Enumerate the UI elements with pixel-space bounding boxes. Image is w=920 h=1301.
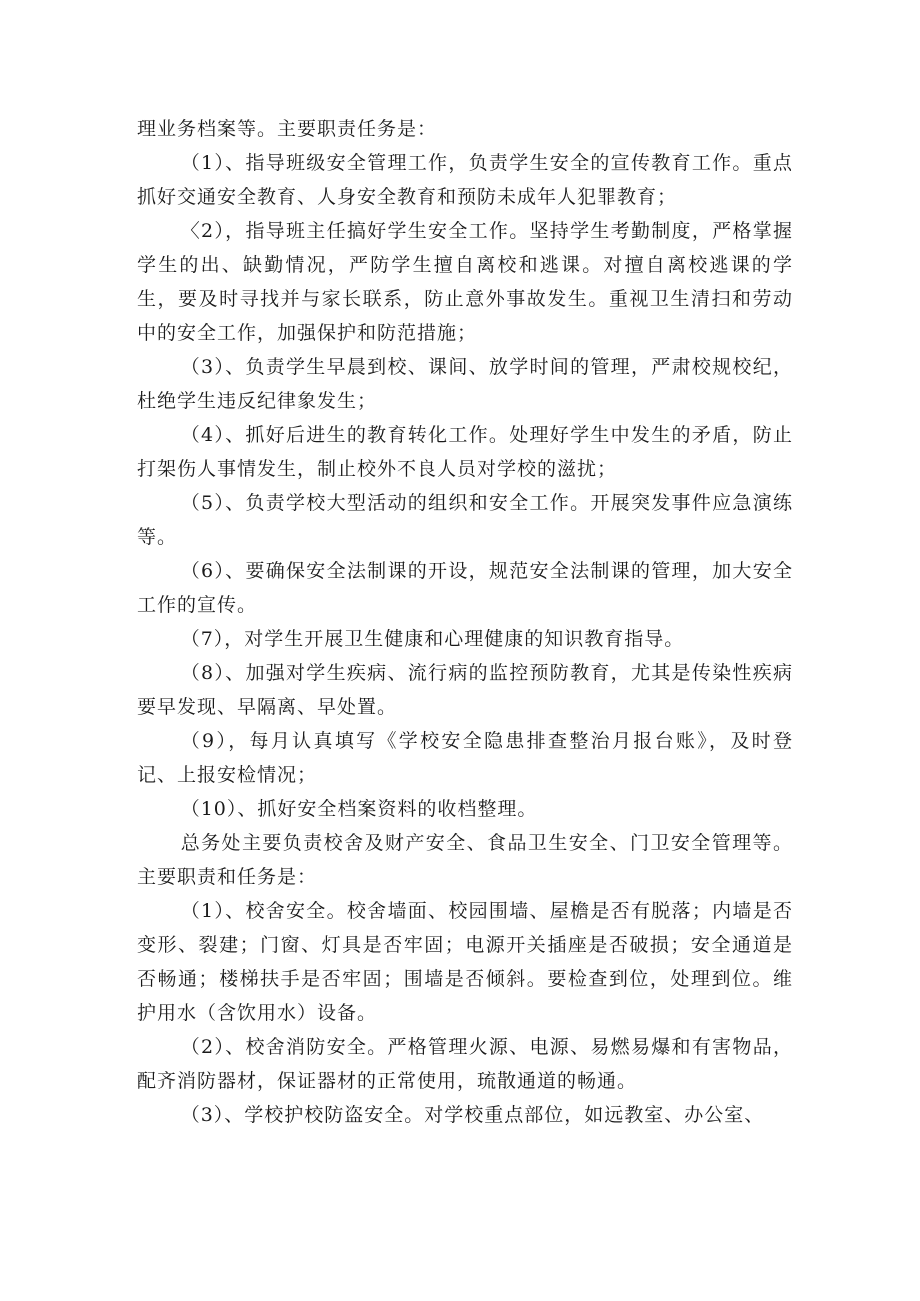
paragraph-duty-4: （4）、抓好后进生的教育转化工作。处理好学生中发生的矛盾，防止打架伤人事情发生，制止校外不良人员对学校的滋扰； xyxy=(137,424,793,480)
paragraph-duty-5: （5）、负责学校大型活动的组织和安全工作。开展突发事件应急演练等。 xyxy=(137,492,793,548)
paragraph-duty-9: （9），每月认真填写《学校安全隐患排查整治月报台账》，及时登记、上报安检情况； xyxy=(137,730,793,786)
paragraph-duty-8: （8）、加强对学生疾病、流行病的监控预防教育，尤其是传染性疾病要早发现、早隔离、早处置。 xyxy=(137,662,793,718)
paragraph-affairs-2: （2）、校舍消防安全。严格管理火源、电源、易燃易爆和有害物品，配齐消防器材，保证器材的正常使用，琉散通道的畅通。 xyxy=(137,1036,793,1092)
paragraph-duty-6: （6）、要确保安全法制课的开设，规范安全法制课的管理，加大安全工作的宣传。 xyxy=(137,560,793,616)
document-body xyxy=(137,112,793,1132)
paragraph-general-affairs-intro: 总务处主要负责校舍及财产安全、食品卫生安全、门卫安全管理等。主要职责和任务是： xyxy=(137,832,793,888)
paragraph-affairs-3: （3）、学校护校防盗安全。对学校重点部位，如远教室、办公室、 xyxy=(180,1104,765,1126)
paragraph-affairs-1: （1）、校舍安全。校舍墙面、校园围墙、屋檐是否有脱落；内墙是否变形、裂建；门窗、灯具是否牢固；电源开关插座是否破损；安全通道是否畅通；楼梯扶手是否牢固；围墙是否倾斜。要检查到位，处理到位。维护用水（含饮用水）设备。 xyxy=(137,900,793,1024)
paragraph-duty-2: 〈2），指导班主任搞好学生安全工作。坚持学生考勤制度，严格掌握学生的出、缺勤情况，严防学生擅自离校和逃课。对擅自离校逃课的学生，要及时寻找并与家长联系，防止意外事故发生。重视卫生清扫和劳动中的安全工作，加强保护和防范措施； xyxy=(137,220,793,344)
paragraph-duty-10: （10）、抓好安全档案资料的收档整理。 xyxy=(180,798,538,820)
paragraph-duty-3: （3）、负责学生早晨到校、课间、放学时间的管理，严肃校规校纪，杜绝学生违反纪律象发生； xyxy=(137,356,793,412)
paragraph-duty-7: （7），对学生开展卫生健康和心理健康的知识教育指导。 xyxy=(180,628,685,650)
paragraph-intro-tail: 理业务档案等。主要职责任务是： xyxy=(137,118,438,140)
paragraph-duty-1: （1）、指导班级安全管理工作，负责学生安全的宣传教育工作。重点抓好交通安全教育、人身安全教育和预防未成年人犯罪教育； xyxy=(137,152,793,208)
